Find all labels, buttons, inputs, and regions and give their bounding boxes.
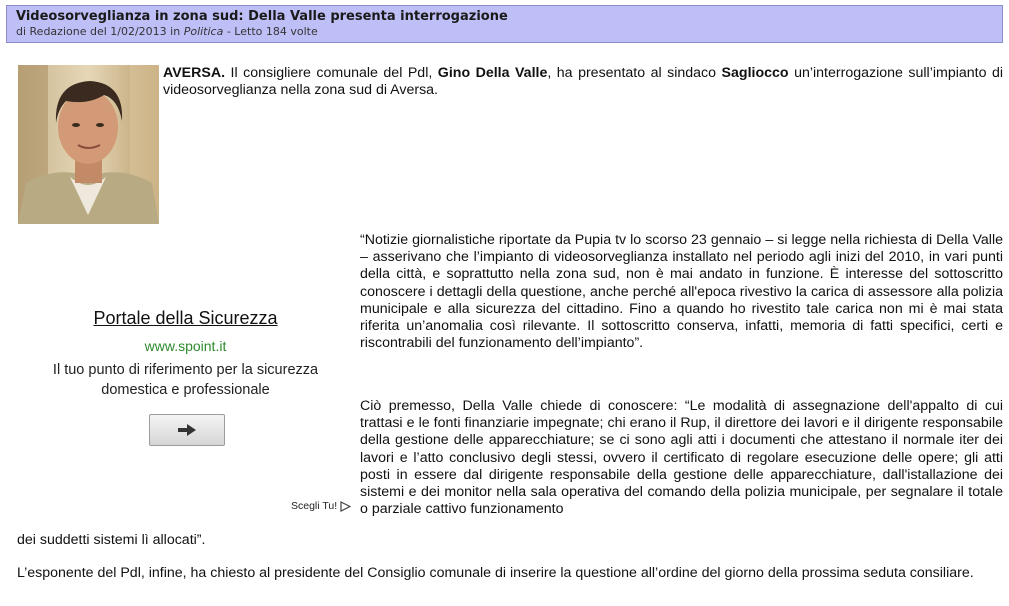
article-title[interactable]: Videosorveglianza in zona sud: Della Valle presenta interrogazione [16, 9, 508, 24]
arrow-right-icon [178, 424, 196, 436]
intro-text-2: , ha presentato al sindaco [547, 65, 722, 81]
ad-choice-label: Scegli Tu! [291, 500, 338, 512]
ad-go-button[interactable] [149, 414, 225, 446]
article-paragraph-2-tail: dei suddetti sistemi lì allocati”. [17, 532, 206, 548]
category-link[interactable]: Politica [183, 25, 224, 38]
dateline: AVERSA. [163, 65, 226, 81]
meta-prefix: di Redazione del 1/02/2013 in [16, 25, 184, 38]
play-triangle-icon [340, 501, 351, 512]
article-paragraph-3: L’esponente del Pdl, infine, ha chiesto al presidente del Consiglio comunale di inserire la questione all’ordine del giorno della prossima seduta consiliare. [17, 565, 974, 581]
article-intro [163, 65, 1003, 99]
ad-choice-link[interactable] [291, 500, 351, 512]
ad-url-link[interactable]: www.spoint.it [144, 338, 227, 354]
article-paragraph-2: Ciò premesso, Della Valle chiede di conoscere: “Le modalità di assegnazione dell'appalto di cui trattasi e le fonti finanziarie impegnate; chi erano il Rup, il direttore dei lavori e il dirigente responsabile della gestione delle apparecchiature; se ci sono agli atti i documenti che attestano il normale iter dei lavori e l’atto conclusivo degli stessi, ovvero il certificato di regolare esecuzione delle opere; gli atti posti in essere dal dirigente responsabile della gestione delle apparecchiature, dall'istallazione dei sistemi e dei monitor nella sala operativa del comando della polizia municipale, per segnalare il totale o parziale cattivo funzionamento [360, 398, 1003, 518]
person-name-della-valle: Gino Della Valle [437, 65, 548, 81]
portrait-image [18, 65, 159, 224]
article-meta [16, 25, 993, 39]
meta-suffix: - Letto 184 volte [223, 25, 318, 38]
intro-text-1: Il consigliere comunale del Pdl, [225, 65, 438, 81]
intro-text-3: un’interrogazione sull’impianto di videosorveglianza nella zona sud di Aversa. [163, 65, 1004, 99]
article-header [6, 5, 1003, 43]
author-photo [18, 65, 159, 224]
ad-description: Il tuo punto di riferimento per la sicurezza domestica e professionale [52, 362, 319, 398]
ad-title-link[interactable]: Portale della Sicurezza [93, 308, 278, 328]
person-name-sagliocco: Sagliocco [721, 65, 789, 81]
ad-block [18, 300, 353, 400]
article-paragraph-1: “Notizie giornalistiche riportate da Pupia tv lo scorso 23 gennaio – si legge nella richiesta di Della Valle – asserivano che l’impianto di videosorveglianza installato nel periodo agli inizi del 2010, in vari punti della città, e soprattutto nella zona sud, non è mai andato in funzione. È interesse del sottoscritto conoscere i dettagli della questione, anche perché all'epoca rivestivo la carica di assessore alla polizia municipale e alla sicurezza del cittadino. Fino a quando ho rivestito tale carica non mi è mai stata riferita un’anomalia così rilevante. Il sottoscritto conserva, infatti, memoria di fatti specifici, certi e riscontrabili del funzionamento dell’impianto”. [360, 232, 1003, 352]
